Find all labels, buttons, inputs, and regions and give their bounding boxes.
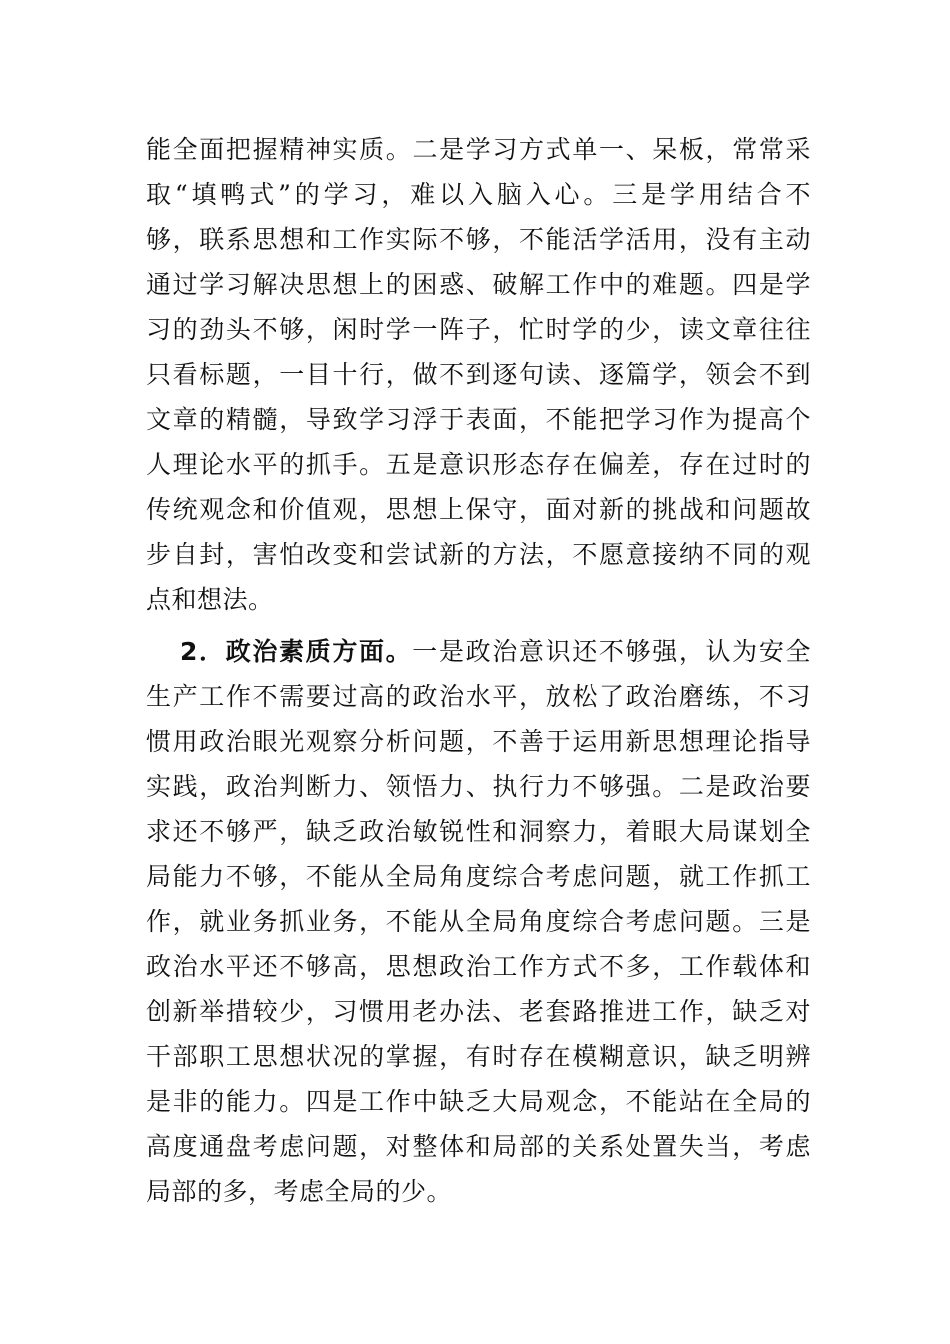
paragraph-line: 点和想法。 xyxy=(146,585,274,614)
paragraph-line: 文章的精髓，导致学习浮于表面，不能把学习作为提高个 xyxy=(146,405,811,434)
paragraph-line: 能全面把握精神实质。二是学习方式单一、呆板，常常采 xyxy=(146,135,811,164)
paragraph-line-text: 一是政治意识还不够强，认为安全 xyxy=(412,637,811,666)
paragraph-line: 求还不够严，缺乏政治敏锐性和洞察力，着眼大局谋划全 xyxy=(146,817,811,846)
paragraph-line: 取“填鸭式”的学习，难以入脑入心。三是学用结合不 xyxy=(146,180,811,209)
paragraph-first-line xyxy=(146,629,811,674)
paragraph-learning-issues xyxy=(146,127,811,622)
paragraph-line: 作，就业务抓业务，不能从全局角度综合考虑问题。三是 xyxy=(146,907,811,936)
paragraph-line: 习的劲头不够，闲时学一阵子，忙时学的少，读文章往往 xyxy=(146,315,811,344)
paragraph-line: 局部的多，考虑全局的少。 xyxy=(146,1177,453,1206)
paragraph-line: 高度通盘考虑问题，对整体和局部的关系处置失当，考虑 xyxy=(146,1132,811,1161)
paragraph-line: 生产工作不需要过高的政治水平，放松了政治磨练，不习 xyxy=(146,682,811,711)
paragraph-line: 政治水平还不够高，思想政治工作方式不多，工作载体和 xyxy=(146,952,811,981)
paragraph-line: 实践，政治判断力、领悟力、执行力不够强。二是政治要 xyxy=(146,772,811,801)
paragraph-line: 干部职工思想状况的掌握，有时存在模糊意识，缺乏明辨 xyxy=(146,1042,811,1071)
paragraph-line: 人理论水平的抓手。五是意识形态存在偏差，存在过时的 xyxy=(146,450,811,479)
document-page xyxy=(146,127,811,1214)
paragraph-line: 只看标题，一目十行，做不到逐句读、逐篇学，领会不到 xyxy=(146,360,811,389)
paragraph-line: 局能力不够，不能从全局角度综合考虑问题，就工作抓工 xyxy=(146,862,811,891)
paragraph-line: 步自封，害怕改变和尝试新的方法，不愿意接纳不同的观 xyxy=(146,540,811,569)
paragraph-line: 通过学习解决思想上的困惑、破解工作中的难题。四是学 xyxy=(146,270,811,299)
paragraph-line: 够，联系思想和工作实际不够，不能活学活用，没有主动 xyxy=(146,225,811,254)
paragraph-line: 惯用政治眼光观察分析问题，不善于运用新思想理论指导 xyxy=(146,727,811,756)
paragraph-political-quality xyxy=(146,629,811,1214)
paragraph-line: 是非的能力。四是工作中缺乏大局观念，不能站在全局的 xyxy=(146,1087,811,1116)
paragraph-line: 传统观念和价值观，思想上保守，面对新的挑战和问题故 xyxy=(146,495,811,524)
section-heading: 2．政治素质方面。 xyxy=(180,637,413,666)
paragraph-line: 创新举措较少，习惯用老办法、老套路推进工作，缺乏对 xyxy=(146,997,811,1026)
